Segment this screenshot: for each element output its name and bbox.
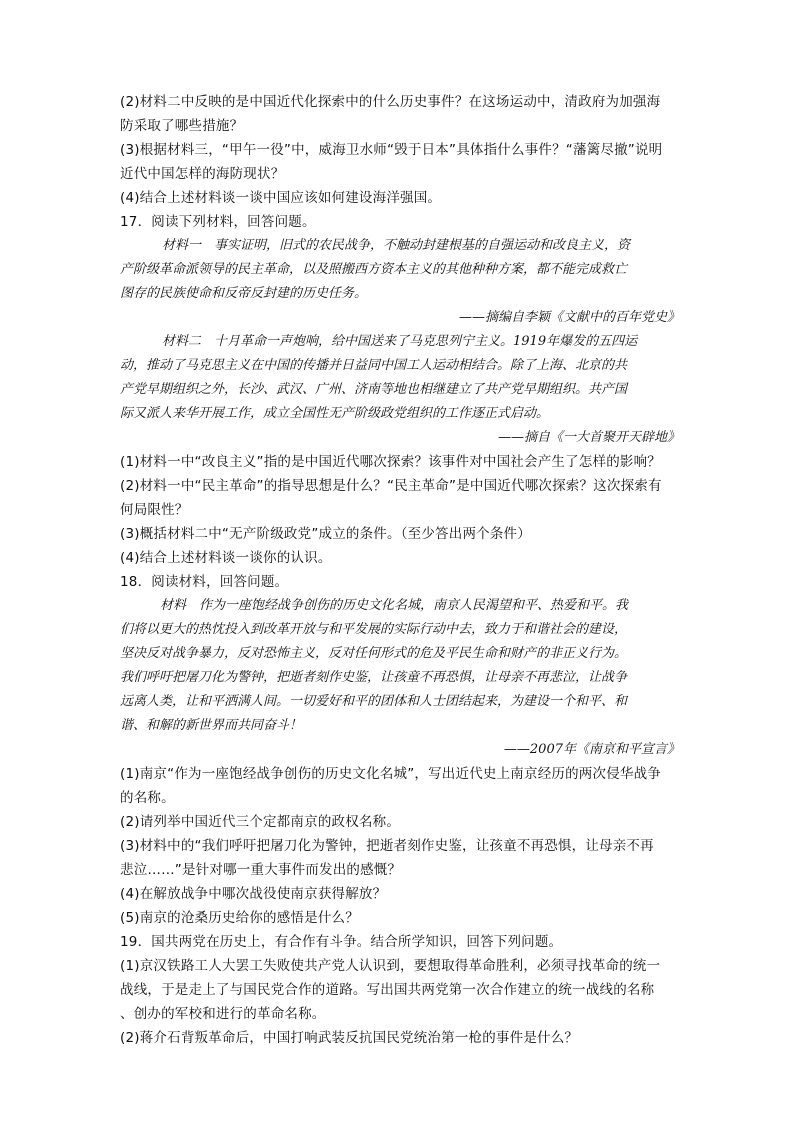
q17-part3: (3)概括材料二中“无产阶级政党”成立的条件。（至少答出两个条件） (120, 526, 531, 542)
q18-part1-line1: (1)南京“作为一座饱经战争创伤的历史文化名城”，写出近代史上南京经历的两次侵华战争 (120, 766, 662, 782)
q18-part1-line2: 的名称。 (120, 790, 175, 806)
q19-part1-line1: (1)京汉铁路工人大罢工失败使共产党人认识到，要想取得革命胜利，必须寻找革命的统一 (120, 958, 661, 974)
q17-part2-line1: (2)材料一中“民主革命”的指导思想是什么？“民主革命”是中国近代哪次探索？这次探索有 (120, 478, 662, 494)
q16-part3-line1: (3)根据材料三，“甲午一役”中，威海卫水师“毁于日本”具体指什么事件？“藩篱尽撤”说明 (120, 142, 663, 158)
q19-stem: 19．国共两党在历史上，有合作有斗争。结合所学知识，回答下列问题。 (120, 934, 563, 950)
q17-part1: (1)材料一中“改良主义”指的是中国近代哪次探索？该事件对中国社会产生了怎样的影响？ (120, 454, 662, 470)
q18-material-line3: 坚决反对战争暴力，反对恐怖主义，反对任何形式的危及平民生命和财产的非正义行为。 (120, 646, 628, 661)
q17-stem: 17．阅读下列材料，回答问题。 (120, 214, 316, 230)
q17-material2-source: ——摘自《一大首聚开天辟地》 (497, 430, 680, 445)
q18-part4: (4)在解放战争中哪次战役使南京获得解放？ (120, 886, 387, 902)
q19-part1-line3: 、创办的军校和进行的革命名称。 (120, 1006, 326, 1022)
q18-material-line5: 远离人类，让和平洒满人间。一切爱好和平的团体和人士团结起来，为建设一个和平、和 (120, 694, 628, 709)
q18-part2: (2)请列举中国近代三个定都南京的政权名称。 (120, 814, 401, 830)
q16-part2-line2: 防采取了哪些措施？ (120, 118, 244, 134)
q17-material2-line4: 际又派人来华开展工作，成立全国性无产阶级政党组织的工作逐正式启动。 (120, 406, 550, 421)
q18-material-line1: 材料 作为一座饱经战争创伤的历史文化名城，南京人民渴望和平、热爱和平。我 (160, 598, 629, 613)
q19-part2: (2)蒋介石背叛革命后，中国打响武装反抗国民党统治第一枪的事件是什么？ (120, 1030, 579, 1046)
q18-stem: 18．阅读材料，回答问题。 (120, 574, 289, 590)
q17-material2-line3: 产党早期组织之外，长沙、武汉、广州、济南等地也相继建立了共产党早期组织。共产国 (120, 382, 628, 397)
q18-material-source: ——2007年《南京和平宣言》 (503, 742, 680, 757)
q19-part1-line2: 战线，于是走上了与国民党合作的道路。写出国共两党第一次合作建立的统一战线的名称 (120, 982, 655, 998)
q17-material2-line1: 材料二 十月革命一声炮响，给中国送来了马克思列宁主义。1919年爆发的五四运 (162, 334, 638, 349)
q18-part3-line2: 悲泣……”是针对哪一重大事件而发出的感慨？ (120, 862, 402, 878)
q18-material-line2: 们将以更大的热忱投入到改革开放与和平发展的实际行动中去，致力于和谐社会的建设， (120, 622, 628, 637)
q17-part4: (4)结合上述材料谈一谈你的认识。 (120, 550, 332, 566)
q17-material1-line3: 图存的民族使命和反帝反封建的历史任务。 (120, 286, 368, 301)
q17-material1-line2: 产阶级革命派领导的民主革命，以及照搬西方资本主义的其他种种方案，都不能完成救亡 (120, 262, 628, 277)
q17-part2-line2: 何局限性？ (120, 502, 189, 518)
q18-material-line4: 我们呼吁把屠刀化为警钟，把逝者刻作史鉴，让孩童不再恐惧，让母亲不再悲泣，让战争 (120, 670, 628, 685)
q18-part5: (5)南京的沧桑历史给你的感悟是什么？ (120, 910, 359, 926)
q16-part2-line1: (2)材料二中反映的是中国近代化探索中的什么历史事件？在这场运动中，清政府为加强海 (120, 94, 661, 110)
q17-material1-line1: 材料一 事实证明，旧式的农民战争，不触动封建根基的自强运动和改良主义，资 (162, 238, 631, 253)
q18-part3-line1: (3)材料中的“我们呼吁把屠刀化为警钟，把逝者刻作史鉴，让孩童不再恐惧，让母亲不再 (120, 838, 654, 854)
q17-material1-source: ——摘编自李颖《文献中的百年党史》 (458, 310, 680, 325)
q18-material-line6: 谐、和解的新世界而共同奋斗！ (120, 718, 303, 733)
q16-part3-line2: 近代中国怎样的海防现状？ (120, 166, 285, 182)
q17-material2-line2: 动，推动了马克思主义在中国的传播并日益同中国工人运动相结合。除了上海、北京的共 (120, 358, 628, 373)
q16-part4: (4)结合上述材料谈一谈中国应该如何建设海洋强国。 (120, 190, 442, 206)
